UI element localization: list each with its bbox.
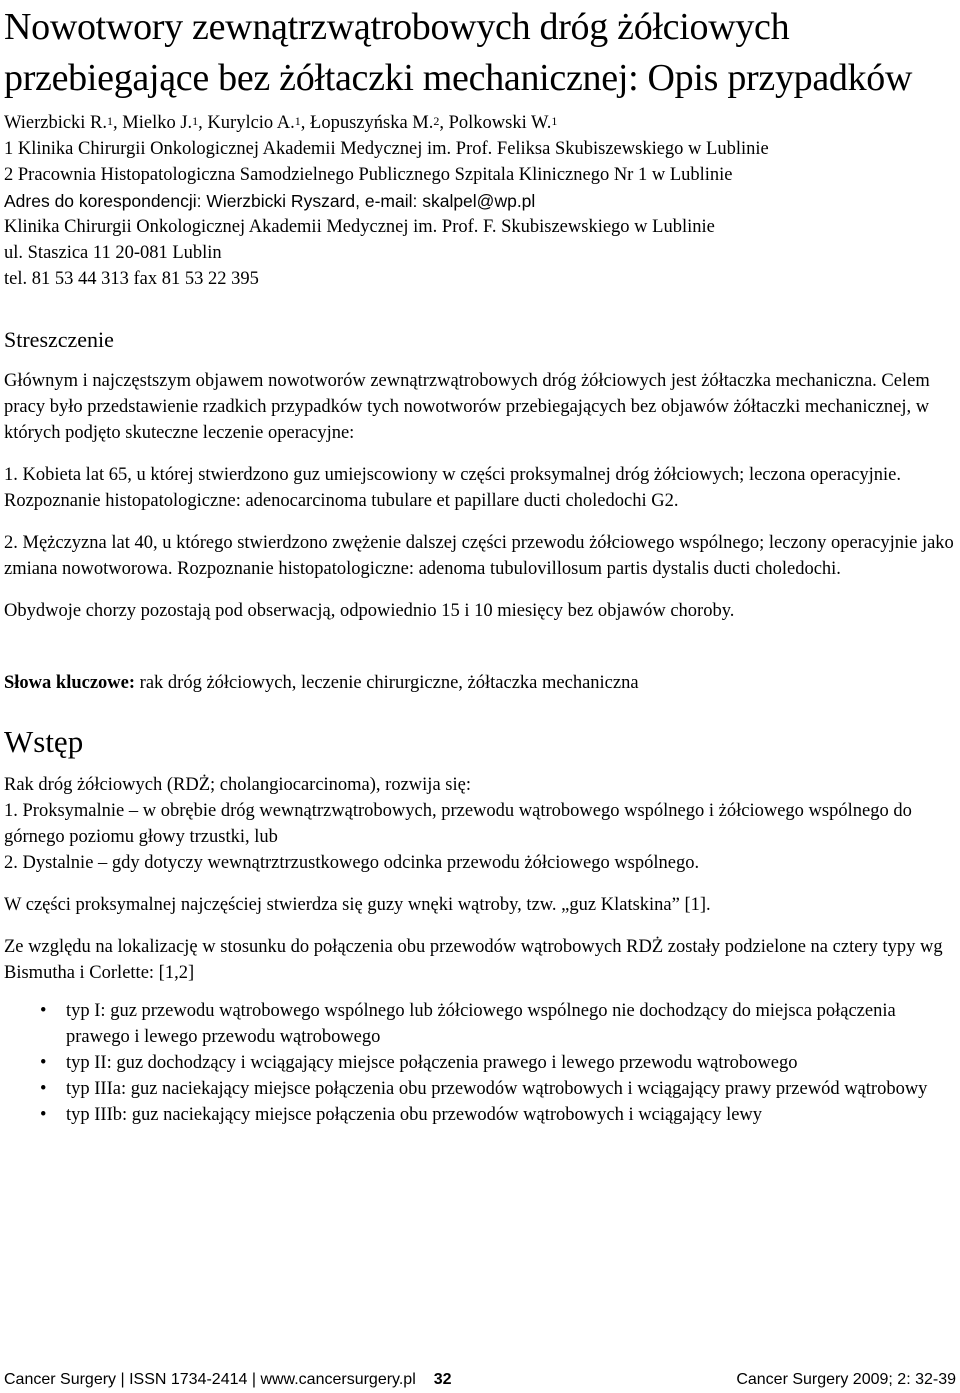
abstract-case-2: 2. Mężczyzna lat 40, u którego stwierdzono zwężenie dalszej części przewodu żółciowego wspólnego; leczony operacyjnie jako zmiana nowotworowa. Rozpoznanie histopatologiczne: adenoma tubulovillosum partis dystalis ducti choledochi. (4, 533, 954, 579)
section-heading-introduction: Wstęp (4, 724, 84, 759)
affiliation: 1 Klinika Chirurgii Onkologicznej Akademii Medycznej im. Prof. Feliksa Skubiszewskiego w Lublinie (4, 139, 769, 159)
bullet-icon: • (40, 1001, 47, 1021)
abstract-heading: Streszczenie (4, 327, 114, 352)
author-list (4, 110, 956, 136)
author: Kurylcio A.$^1$, (207, 113, 311, 133)
affiliation: 2 Pracownia Histopatologiczna Samodzielnego Publicznego Szpitala Klinicznego Nr 1 w Lublinie (4, 165, 733, 185)
intro-line: Rak dróg żółciowych (RDŻ; cholangiocarcinoma), rozwija się: (4, 775, 471, 795)
author: Łopuszyńska M.$^2$, (310, 113, 449, 133)
footer-journal: Cancer Surgery | ISSN 1734-2414 | www.cancersurgery.pl 32 (4, 1371, 452, 1388)
bullet-icon: • (40, 1053, 47, 1073)
intro-paragraph: Ze względu na lokalizację w stosunku do połączenia obu przewodów wątrobowych RDŻ zostały podzielone na cztery typy wg Bismutha i Corlette: [1,2] (4, 937, 943, 983)
list-item: • typ II: guz dochodzący i wciągający miejsce połączenia prawego i lewego przewodu wątrobowego (4, 1050, 956, 1076)
abstract-paragraph: Głównym i najczęstszym objawem nowotworów zewnątrzwątrobowych dróg żółciowych jest żółtaczka mechaniczna. Celem pracy było przedstawienie rzadkich przypadków tych nowotworów przebiegających bez objawów żółtaczki mechanicznej, w których podjęto skuteczne leczenie operacyjne: (4, 371, 930, 443)
abstract-conclusion: Obydwoje chorzy pozostają pod obserwacją, odpowiednio 15 i 10 miesięcy bez objawów choroby. (4, 601, 735, 621)
author: Wierzbicki R.$^1$, (4, 113, 123, 133)
correspondence-institution: Klinika Chirurgii Onkologicznej Akademii Medycznej im. Prof. F. Skubiszewskiego w Lublinie (4, 217, 715, 237)
article-page (4, 0, 956, 1128)
intro-line: 1. Proksymalnie – w obrębie dróg wewnątrzwątrobowych, przewodu wątrobowego wspólnego i żółciowego wspólnego do górnego poziomu głowy trzustki, lub (4, 801, 912, 847)
correspondence-phone: tel. 81 53 44 313 fax 81 53 22 395 (4, 269, 259, 289)
page-number: 32 (433, 1371, 452, 1388)
author: Polkowski W.$^1$ (448, 113, 558, 133)
correspondence-street: ul. Staszica 11 20-081 Lublin (4, 243, 222, 263)
abstract-case-1: 1. Kobieta lat 65, u której stwierdzono guz umiejscowiony w części proksymalnej dróg żółciowych; leczona operacyjnie. Rozpoznanie histopatologiczne: adenocarcinoma tubulare et papillare ducti choledochi G2. (4, 465, 901, 511)
author: Mielko J.$^1$, (122, 113, 208, 133)
list-item: • typ IIIb: guz naciekający miejsce połączenia obu przewodów wątrobowych i wciągający lewy (4, 1102, 956, 1128)
correspondence-address: Adres do korespondencji: Wierzbicki Ryszard, e-mail: skalpel@wp.pl (4, 191, 536, 211)
bismuth-types-list (4, 998, 956, 1128)
bullet-icon: • (40, 1105, 47, 1125)
footer-citation: Cancer Surgery 2009; 2: 32-39 (736, 1371, 956, 1388)
list-item: • typ IIIa: guz naciekający miejsce połączenia obu przewodów wątrobowych i wciągający prawy przewód wątrobowy (4, 1076, 956, 1102)
intro-paragraph: W części proksymalnej najczęściej stwierdza się guzy wnęki wątroby, tzw. „guz Klatskina” [1]. (4, 895, 711, 915)
list-item: • typ I: guz przewodu wątrobowego wspólnego lub żółciowego wspólnego nie dochodzący do miejsca połączenia prawego i lewego przewodu wątrobowego (4, 998, 956, 1050)
keywords: Słowa kluczowe: rak dróg żółciowych, leczenie chirurgiczne, żółtaczka mechaniczna (4, 673, 639, 693)
article-title: Nowotwory zewnątrzwątrobowych dróg żółciowych przebiegające bez żółtaczki mechanicznej: Opis przypadków (4, 6, 913, 99)
page-footer (4, 1368, 956, 1392)
bullet-icon: • (40, 1079, 47, 1099)
intro-line: 2. Dystalnie – gdy dotyczy wewnątrztrzustkowego odcinka przewodu żółciowego wspólnego. (4, 853, 700, 873)
